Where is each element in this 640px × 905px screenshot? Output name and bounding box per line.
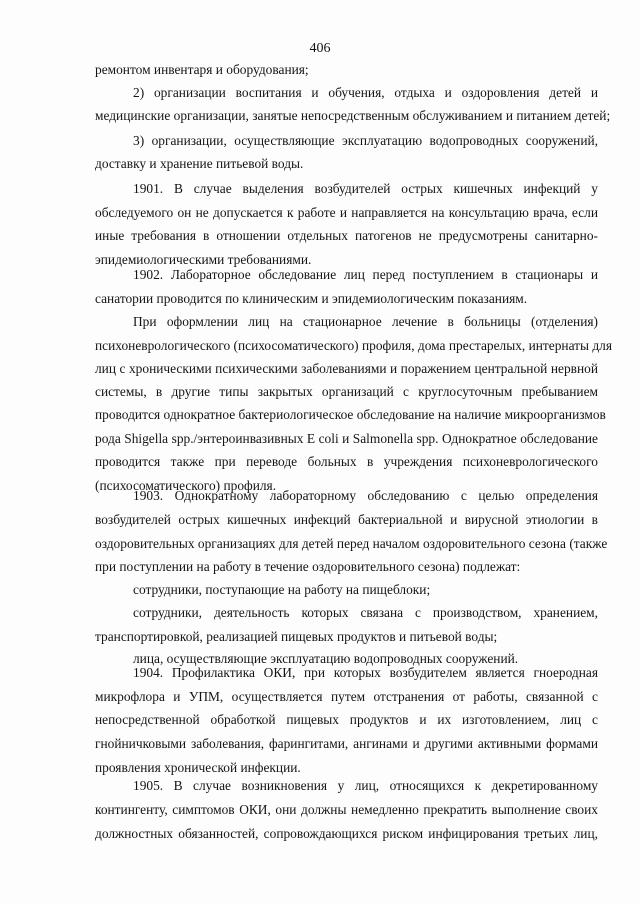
- text-line: психоневрологического (психосоматического) профиля, дома престарелых, интернаты для: [95, 338, 613, 353]
- text-line: лиц с хроническими психическими заболеваниями и поражением центральной нервной: [95, 361, 598, 376]
- text-line: непосредственной обработкой пищевых продуктов и их изготовлением, лиц с: [95, 712, 598, 727]
- text-line: проявления хронической инфекции.: [95, 760, 301, 775]
- text-line: при поступлении на работу в течение оздоровительного сезона) подлежат:: [95, 559, 521, 574]
- text-line: 1901. В случае выделения возбудителей острых кишечных инфекций у: [133, 181, 598, 196]
- text-line: микрофлора и УПМ, осуществляется путем отстранения от работы, связанной с: [95, 689, 598, 704]
- text-line: транспортировкой, реализацией пищевых продуктов и питьевой воды;: [95, 629, 498, 644]
- text-line: 1905. В случае возникновения у лиц, относящихся к декретированному: [133, 778, 598, 793]
- text-line: 3) организации, осуществляющие эксплуатацию водопроводных сооружений,: [133, 133, 598, 148]
- text-line: санатории проводится по клиническим и эпидемиологическим показаниям.: [95, 291, 528, 306]
- text-line: 1904. Профилактика ОКИ, при которых возбудителем является гноеродная: [133, 665, 598, 680]
- text-line: контингенту, симптомов ОКИ, они должны немедленно прекратить выполнение своих: [95, 802, 598, 817]
- text-line: лица, осуществляющие эксплуатацию водопроводных сооружений.: [133, 651, 519, 666]
- text-line: эпидемиологическими требованиями.: [95, 252, 312, 267]
- text-line: сотрудники, поступающие на работу на пищеблоки;: [133, 582, 431, 597]
- text-line: 1902. Лабораторное обследование лиц перед поступлением в стационары и: [133, 267, 598, 282]
- text-line: медицинские организации, занятые непосредственным обслуживанием и питанием детей;: [95, 108, 611, 123]
- text-line: гнойничковыми заболевания, фарингитами, ангинами и другими активными формами: [95, 736, 598, 751]
- text-line: возбудителей острых кишечных инфекций бактериальной и вирусной этиологии в: [95, 512, 598, 527]
- text-line: должностных обязанностей, сопровождающихся риском инфицирования третьих лиц,: [95, 826, 598, 841]
- text-line: доставку и хранение питьевой воды.: [95, 156, 304, 171]
- text-line: 2) организации воспитания и обучения, отдыха и оздоровления детей и: [133, 85, 598, 100]
- text-line: иные требования в отношении отдельных патогенов не предусмотрены санитарно-: [95, 228, 598, 243]
- text-line: При оформлении лиц на стационарное лечение в больницы (отделения): [133, 314, 598, 329]
- text-line: 1903. Однократному лабораторному обследованию с целью определения: [133, 488, 598, 503]
- text-line: сотрудники, деятельность которых связана с производством, хранением,: [133, 605, 598, 620]
- text-line: оздоровительных организациях для детей перед началом оздоровительного сезона (также: [95, 536, 608, 551]
- text-line: проводится также при переводе больных в учреждения психоневрологического: [95, 454, 598, 469]
- text-line: системы, в другие типы закрытых организаций с круглосуточным пребыванием: [95, 384, 598, 399]
- text-line: рода Shigella spp./энтероинвазивных E coli и Salmonella spp. Однократное обследование: [95, 431, 598, 446]
- text-line: проводится однократное бактериологическое обследование на наличие микроорганизмов: [95, 407, 606, 422]
- text-line: (психосоматического) профиля.: [95, 478, 277, 493]
- text-line: обследуемого он не допускается к работе и направляется на консультацию врача, если: [95, 205, 598, 220]
- page-number: 406: [309, 41, 331, 56]
- text-line: ремонтом инвентаря и оборудования;: [95, 62, 309, 77]
